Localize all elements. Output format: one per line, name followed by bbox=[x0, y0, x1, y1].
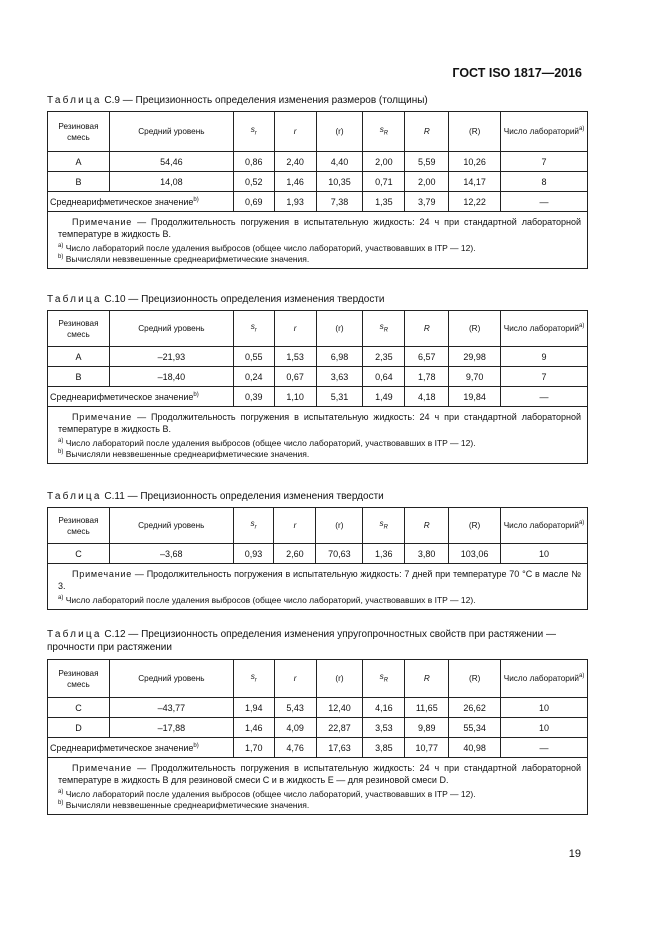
table-row: B 14,08 0,52 1,46 10,35 0,71 2,00 14,17 8 bbox=[48, 172, 588, 192]
footnote-b: $^{b)}$ Вычисляли невзвешенные среднеарифметические значения. bbox=[58, 800, 310, 810]
table-row: C –43,77 1,94 5,43 12,40 4,16 11,65 26,62 10 bbox=[48, 698, 588, 718]
col-mix: Резиновая смесь bbox=[48, 112, 110, 152]
footnote-a: $^{a)}$ Число лабораторий после удаления выбросов (общее число лабораторий, участвовавших в ITP — 12). bbox=[58, 438, 476, 448]
table-row: A 54,46 0,86 2,40 4,40 2,00 5,59 10,26 7 bbox=[48, 152, 588, 172]
precision-table bbox=[47, 507, 588, 610]
footnote-b: $^{b)}$ Вычисляли невзвешенные среднеарифметические значения. bbox=[58, 449, 310, 459]
col-r: r bbox=[274, 112, 316, 152]
col-r-paren: (r) bbox=[316, 112, 363, 152]
table-avg-row: Среднеарифметическое значение$^{b)}$ 1,70 4,76 17,63 3,85 10,77 40,98 — bbox=[48, 738, 588, 758]
table-note: Примечание — Продолжительность погружения в испытательную жидкость: 24 ч при стандартной лабораторной температуре в жидкость B. bbox=[58, 412, 581, 434]
table-note: Примечание — Продолжительность погружения в испытательную жидкость: 24 ч при стандартной лабораторной температуре в жидкость B для резиновой смеси C и в жидкость E — для резиновой смеси D. bbox=[58, 763, 581, 785]
table-avg-row: Среднеарифметическое значение$^{b)}$ 0,39 1,10 5,31 1,49 4,18 19,84 — bbox=[48, 387, 588, 407]
table-header-row: Резиновая смесь Средний уровень $s_r$ r (r) $s_R$ R (R) Число лабораторий$^{a)}$ bbox=[48, 660, 588, 698]
table-row: C –3,68 0,93 2,60 70,63 1,36 3,80 103,06 10 bbox=[48, 544, 588, 564]
document-header: ГОСТ ISO 1817—2016 bbox=[452, 66, 582, 80]
table-notes-row bbox=[48, 564, 588, 610]
table-caption: Таблица С.11 — Прецизионность определения изменения твердости bbox=[47, 491, 384, 502]
table-avg-row: Среднеарифметическое значение$^{b)}$ 0,69 1,93 7,38 1,35 3,79 12,22 — bbox=[48, 192, 588, 212]
col-level: Средний уровень bbox=[109, 112, 233, 152]
table-header-row: Резиновая смесь Средний уровень $s_r$ r (r) $s_R$ R (R) Число лабораторий$^{a)}$ bbox=[48, 311, 588, 347]
col-sr: $s_r$ bbox=[233, 112, 274, 152]
footnote-b: $^{b)}$ Вычисляли невзвешенные среднеарифметические значения. bbox=[58, 254, 310, 264]
col-R: R bbox=[405, 112, 449, 152]
col-R-paren: (R) bbox=[449, 112, 501, 152]
col-labs: Число лабораторий$^{a)}$ bbox=[501, 112, 588, 152]
page-number: 19 bbox=[568, 848, 581, 860]
table-caption: Таблица С.10 — Прецизионность определения изменения твердости bbox=[47, 294, 385, 305]
precision-table bbox=[47, 111, 588, 269]
footnote-a: $^{a)}$ Число лабораторий после удаления выбросов (общее число лабораторий, участвовавших в ITP — 12). bbox=[58, 243, 476, 253]
table-notes-row bbox=[48, 212, 588, 269]
table-note: Примечание — Продолжительность погружения в испытательную жидкость: 7 дней при температуре 70 °С в масле № 3. bbox=[58, 569, 581, 591]
footnote-a: $^{a)}$ Число лабораторий после удаления выбросов (общее число лабораторий, участвовавших в ITP — 12). bbox=[58, 789, 476, 799]
table-notes-row bbox=[48, 758, 588, 815]
footnote-a: $^{a)}$ Число лабораторий после удаления выбросов (общее число лабораторий, участвовавших в ITP — 12). bbox=[58, 595, 476, 605]
table-header-row bbox=[48, 112, 588, 152]
table-caption: Таблица С.12 — Прецизионность определения изменения упругопрочностных свойств при растяжении — прочности при растяжении bbox=[47, 629, 556, 653]
table-row: B –18,40 0,24 0,67 3,63 0,64 1,78 9,70 7 bbox=[48, 367, 588, 387]
table-row: A –21,93 0,55 1,53 6,98 2,35 6,57 29,98 9 bbox=[48, 347, 588, 367]
table-row: D –17,88 1,46 4,09 22,87 3,53 9,89 55,34 10 bbox=[48, 718, 588, 738]
table-caption: Таблица С.9 — Прецизионность определения изменения размеров (толщины) bbox=[47, 95, 428, 106]
precision-table bbox=[47, 310, 588, 464]
col-sR: $s_R$ bbox=[363, 112, 405, 152]
table-note: Примечание — Продолжительность погружения в испытательную жидкость: 24 ч при стандартной лабораторной температуре в жидкость B. bbox=[58, 217, 581, 239]
precision-table bbox=[47, 659, 588, 815]
table-notes-row bbox=[48, 407, 588, 464]
table-header-row: Резиновая смесь Средний уровень $s_r$ r (r) $s_R$ R (R) Число лабораторий$^{a)}$ bbox=[48, 508, 588, 544]
